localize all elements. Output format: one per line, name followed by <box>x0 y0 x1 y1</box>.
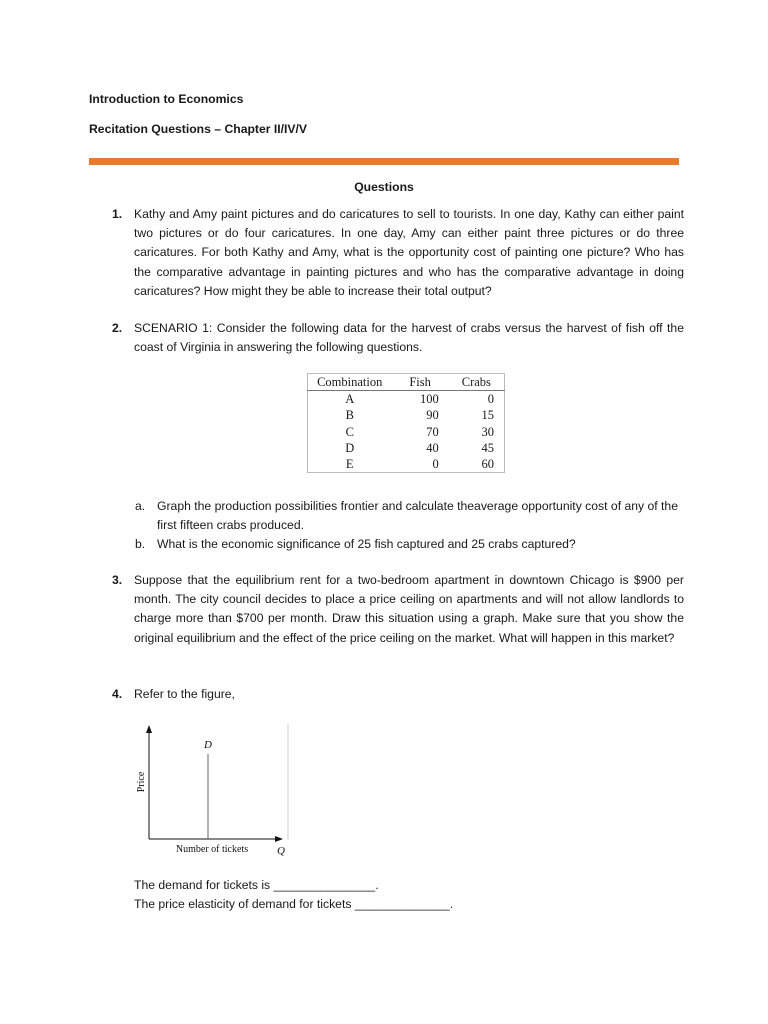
table-header: Combination <box>308 374 392 391</box>
answer-line-elasticity: The price elasticity of demand for tickets ______________. <box>134 897 454 911</box>
table-cell: C <box>308 424 392 440</box>
section-heading: Questions <box>354 180 414 194</box>
question-4 <box>112 685 684 704</box>
table-header: Fish <box>391 374 448 391</box>
orange-divider <box>89 158 679 165</box>
question-text: Suppose that the equilibrium rent for a two-bedroom apartment in downtown Chicago is $900 per month. The city council decides to place a price ceiling on apartments and will not allow landlords to charge more than $700 per month. Draw this situation using a graph. Make sure that you show the original equilibrium and the effect of the price ceiling on the market. What will happen in this market? <box>134 573 684 645</box>
subquestion-a <box>135 497 684 535</box>
y-axis-label: Price <box>136 771 147 793</box>
ppf-table <box>307 373 505 473</box>
table-row <box>308 424 505 440</box>
question-1 <box>112 205 684 301</box>
subquestion-text: What is the economic significance of 25 fish captured and 25 crabs captured? <box>157 537 576 551</box>
table-cell: 70 <box>426 424 439 439</box>
table-cell: D <box>308 440 392 456</box>
table-cell: 100 <box>419 392 439 407</box>
table-cell: E <box>308 456 392 473</box>
table-cell: 45 <box>449 440 505 456</box>
question-number: 3. <box>112 573 123 587</box>
table-cell: B <box>308 407 392 423</box>
x-axis-arrow-icon <box>275 836 283 842</box>
table-cell: 60 <box>449 456 505 473</box>
demand-curve-label: D <box>204 739 212 751</box>
question-text: SCENARIO 1: Consider the following data for the harvest of crabs versus the harvest of fish off the coast of Virginia in answering the following questions. <box>134 321 684 355</box>
question-number: 2. <box>112 321 123 335</box>
question-number: 4. <box>112 687 123 701</box>
document-subtitle: Recitation Questions – Chapter II/IV/V <box>89 122 308 136</box>
table-cell: 15 <box>449 407 505 423</box>
table-cell: 90 <box>426 408 439 423</box>
y-axis-arrow-icon <box>146 725 152 733</box>
table-header-row <box>308 374 505 391</box>
table-header: Crabs <box>449 374 505 391</box>
course-title: Introduction to Economics <box>89 92 244 106</box>
table-row <box>308 456 505 473</box>
question-text: Kathy and Amy paint pictures and do caricatures to sell to tourists. In one day, Kathy can either paint two pictures or do four caricatures. In one day, Amy can either paint three pictures or do three caricatures. For both Kathy and Amy, what is the opportunity cost of painting one picture? Who has the comparative advantage in painting pictures and who has the comparative advantage in doing caricatures? How might they be able to increase their total output? <box>134 207 684 298</box>
table-cell: 30 <box>449 424 505 440</box>
subquestion-b <box>135 535 684 554</box>
subquestion-label: b. <box>135 537 146 551</box>
table-row <box>308 440 505 456</box>
question-number: 1. <box>112 207 123 221</box>
question-3 <box>112 571 684 648</box>
table-row <box>308 391 505 408</box>
table-cell: 40 <box>426 440 439 455</box>
subquestion-label: a. <box>135 499 146 513</box>
answer-line-demand: The demand for tickets is _______________. <box>134 878 379 892</box>
demand-figure <box>128 722 298 862</box>
table-cell: A <box>308 391 392 408</box>
x-axis-variable: Q <box>277 845 285 857</box>
question-text: Refer to the figure, <box>134 687 235 701</box>
question-2 <box>112 319 684 357</box>
subquestion-text: Graph the production possibilities frontier and calculate theaverage opportunity cost of any of the first fifteen crabs produced. <box>157 499 678 533</box>
table-cell: 0 <box>449 391 505 408</box>
table-row <box>308 407 505 423</box>
x-axis-label: Number of tickets <box>175 844 249 855</box>
table-cell: 0 <box>391 456 448 473</box>
